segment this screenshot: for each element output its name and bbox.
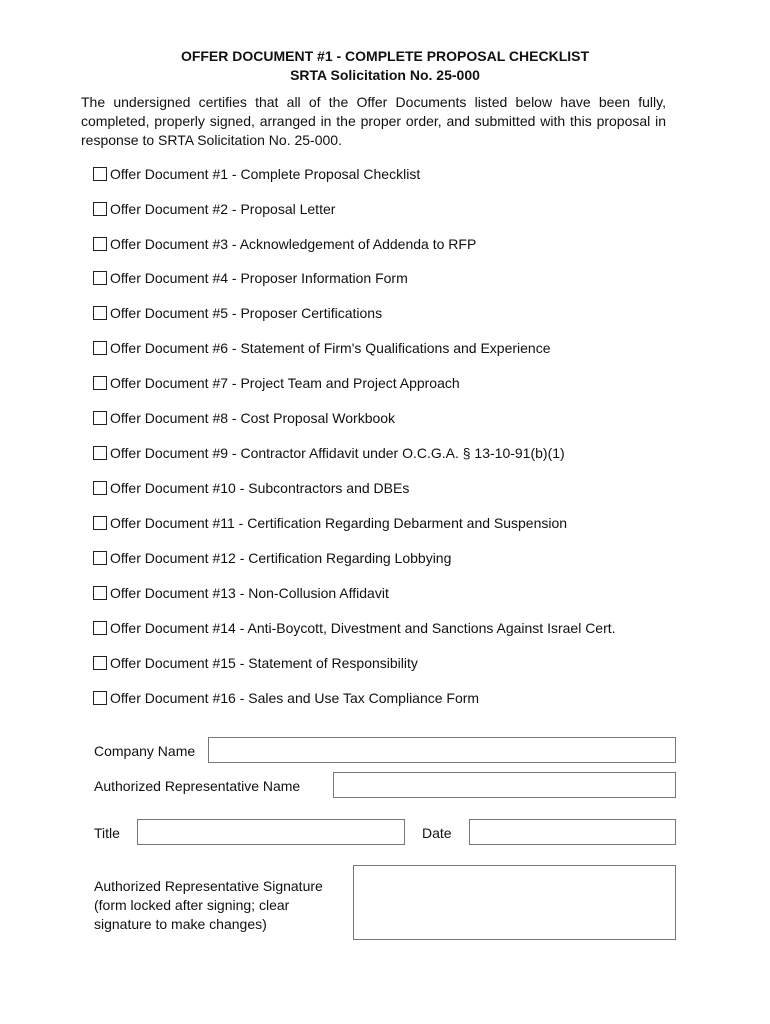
checkbox[interactable] xyxy=(93,237,107,251)
checklist-item-8[interactable] xyxy=(93,408,395,428)
title-label: Title xyxy=(94,825,120,841)
checklist-item-7[interactable] xyxy=(93,373,460,393)
checklist-item-label: Offer Document #2 - Proposal Letter xyxy=(110,201,336,217)
checklist-item-14[interactable] xyxy=(93,618,616,638)
checkbox[interactable] xyxy=(93,376,107,390)
title-line-1: OFFER DOCUMENT #1 - COMPLETE PROPOSAL CHECKLIST xyxy=(180,48,590,64)
checklist-item-9[interactable] xyxy=(93,443,565,463)
document-title xyxy=(0,47,770,85)
checkbox[interactable] xyxy=(93,167,107,181)
checkbox[interactable] xyxy=(93,586,107,600)
checklist-item-3[interactable] xyxy=(93,234,476,254)
signature-label-line-3: signature to make changes) xyxy=(94,916,267,932)
checklist-item-15[interactable] xyxy=(93,653,418,673)
company-name-label: Company Name xyxy=(94,743,196,759)
checkbox[interactable] xyxy=(93,481,107,495)
checkbox[interactable] xyxy=(93,516,107,530)
checkbox[interactable] xyxy=(93,411,107,425)
checklist-item-label: Offer Document #9 - Contractor Affidavit under O.C.G.A. § 13-10-91(b)(1) xyxy=(110,445,565,461)
checklist-item-label: Offer Document #12 - Certification Regarding Lobbying xyxy=(110,550,452,566)
checkbox[interactable] xyxy=(93,271,107,285)
checklist-item-13[interactable] xyxy=(93,583,389,603)
checklist-item-label: Offer Document #15 - Statement of Responsibility xyxy=(110,655,418,671)
checklist-item-label: Offer Document #3 - Acknowledgement of Addenda to RFP xyxy=(110,236,477,252)
checkbox[interactable] xyxy=(93,621,107,635)
checklist-item-5[interactable] xyxy=(93,303,382,323)
rep-name-label: Authorized Representative Name xyxy=(94,778,301,794)
checklist-item-label: Offer Document #14 - Anti-Boycott, Divestment and Sanctions Against Israel Cert. xyxy=(110,620,616,636)
checklist-item-label: Offer Document #13 - Non-Collusion Affidavit xyxy=(110,585,389,601)
title-field[interactable] xyxy=(137,819,405,845)
checklist-item-label: Offer Document #7 - Project Team and Project Approach xyxy=(110,375,460,391)
checklist-item-label: Offer Document #1 - Complete Proposal Checklist xyxy=(110,166,421,182)
signature-field[interactable] xyxy=(353,865,676,940)
checklist-item-label: Offer Document #16 - Sales and Use Tax Compliance Form xyxy=(110,690,480,706)
checkbox[interactable] xyxy=(93,551,107,565)
checklist-item-label: Offer Document #11 - Certification Regarding Debarment and Suspension xyxy=(110,515,568,531)
signature-label xyxy=(94,877,354,934)
checkbox[interactable] xyxy=(93,306,107,320)
checklist-item-label: Offer Document #4 - Proposer Information Form xyxy=(110,270,408,286)
checklist-item-12[interactable] xyxy=(93,548,451,568)
checklist-item-label: Offer Document #8 - Cost Proposal Workbook xyxy=(110,410,396,426)
checklist-item-2[interactable] xyxy=(93,199,335,219)
date-field[interactable] xyxy=(469,819,676,845)
intro-paragraph: The undersigned certifies that all of the Offer Documents listed below have been fully, completed, properly signed, arranged in the proper order, and submitted with this proposal in response to SRTA Solicitation No. 25-000. xyxy=(81,94,666,148)
checklist-item-1[interactable] xyxy=(93,164,420,184)
checklist-item-11[interactable] xyxy=(93,513,567,533)
title-line-2: SRTA Solicitation No. 25-000 xyxy=(290,67,480,83)
checklist-item-16[interactable] xyxy=(93,688,479,708)
checklist-item-label: Offer Document #10 - Subcontractors and DBEs xyxy=(110,480,410,496)
checklist-item-6[interactable] xyxy=(93,338,551,358)
checkbox[interactable] xyxy=(93,656,107,670)
checkbox[interactable] xyxy=(93,446,107,460)
company-name-field[interactable] xyxy=(208,737,676,763)
date-label: Date xyxy=(422,825,452,841)
checklist-item-10[interactable] xyxy=(93,478,409,498)
checklist-item-label: Offer Document #5 - Proposer Certifications xyxy=(110,305,383,321)
checklist-item-4[interactable] xyxy=(93,268,408,288)
rep-name-field[interactable] xyxy=(333,772,676,798)
checkbox[interactable] xyxy=(93,202,107,216)
checklist-item-label: Offer Document #6 - Statement of Firm's Qualifications and Experience xyxy=(110,340,551,356)
signature-label-line-2: (form locked after signing; clear xyxy=(94,897,290,913)
checkbox[interactable] xyxy=(93,341,107,355)
signature-label-line-1: Authorized Representative Signature xyxy=(94,878,323,894)
checkbox[interactable] xyxy=(93,691,107,705)
